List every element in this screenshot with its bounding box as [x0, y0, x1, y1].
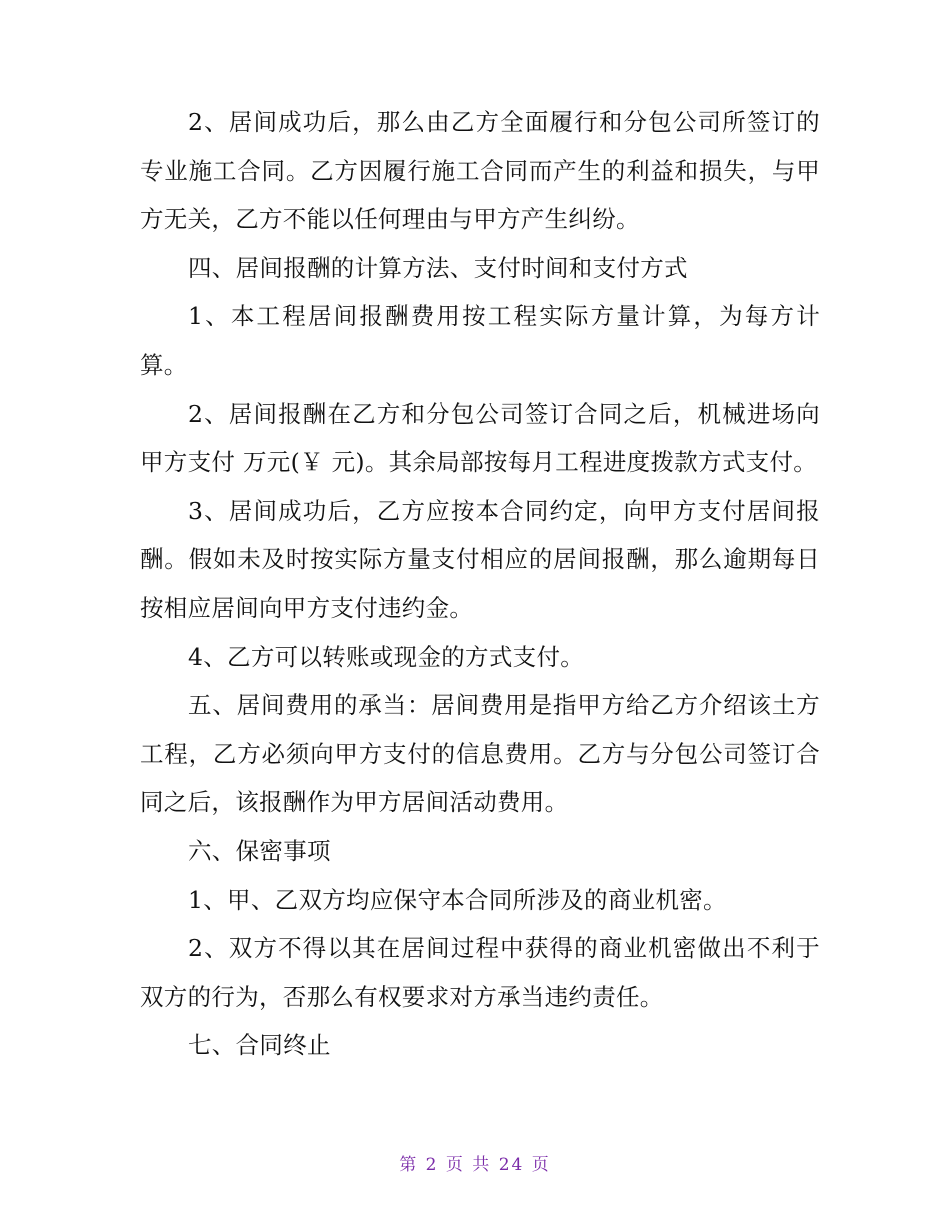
section-heading-fee-bearing: 五、居间费用的承当：居间费用是指甲方给乙方介绍该土方工程，乙方必须向甲方支付的信息费用。乙方与分包公司签订合同之后，该报酬作为甲方居间活动费用。 [140, 691, 820, 817]
paragraph-result-performance: 2、居间成功后，那么由乙方全面履行和分包公司所签订的专业施工合同。乙方因履行施工合同而产生的利益和损失，与甲方无关，乙方不能以任何理由与甲方产生纠纷。 [140, 108, 820, 234]
paragraph-confidentiality-1: 1、甲、乙双方均应保守本合同所涉及的商业机密。 [188, 885, 727, 914]
section-heading-termination: 七、合同终止 [188, 1031, 331, 1060]
section-heading-fee-calculation: 四、居间报酬的计算方法、支付时间和支付方式 [188, 253, 688, 282]
section-heading-confidentiality: 六、保密事项 [188, 836, 331, 865]
paragraph-fee-obligation: 3、居间成功后，乙方应按本合同约定，向甲方支付居间报酬。假如未及时按实际方量支付相应的居间报酬，那么逾期每日按相应居间向甲方支付违约金。 [140, 496, 820, 622]
page-number-footer: 第 2 页 共 24 页 [399, 1155, 551, 1175]
paragraph-confidentiality-2: 2、双方不得以其在居间过程中获得的商业机密做出不利于双方的行为，否那么有权要求对方承当违约责任。 [140, 934, 820, 1011]
paragraph-fee-payment-timing: 2、居间报酬在乙方和分包公司签订合同之后，机械进场向甲方支付 万元(￥ 元)。其余局部按每月工程进度拨款方式支付。 [140, 399, 820, 477]
paragraph-fee-basis: 1、本工程居间报酬费用按工程实际方量计算，为每方计算。 [140, 302, 820, 379]
paragraph-payment-method: 4、乙方可以转账或现金的方式支付。 [188, 642, 585, 671]
document-body [140, 98, 820, 1070]
